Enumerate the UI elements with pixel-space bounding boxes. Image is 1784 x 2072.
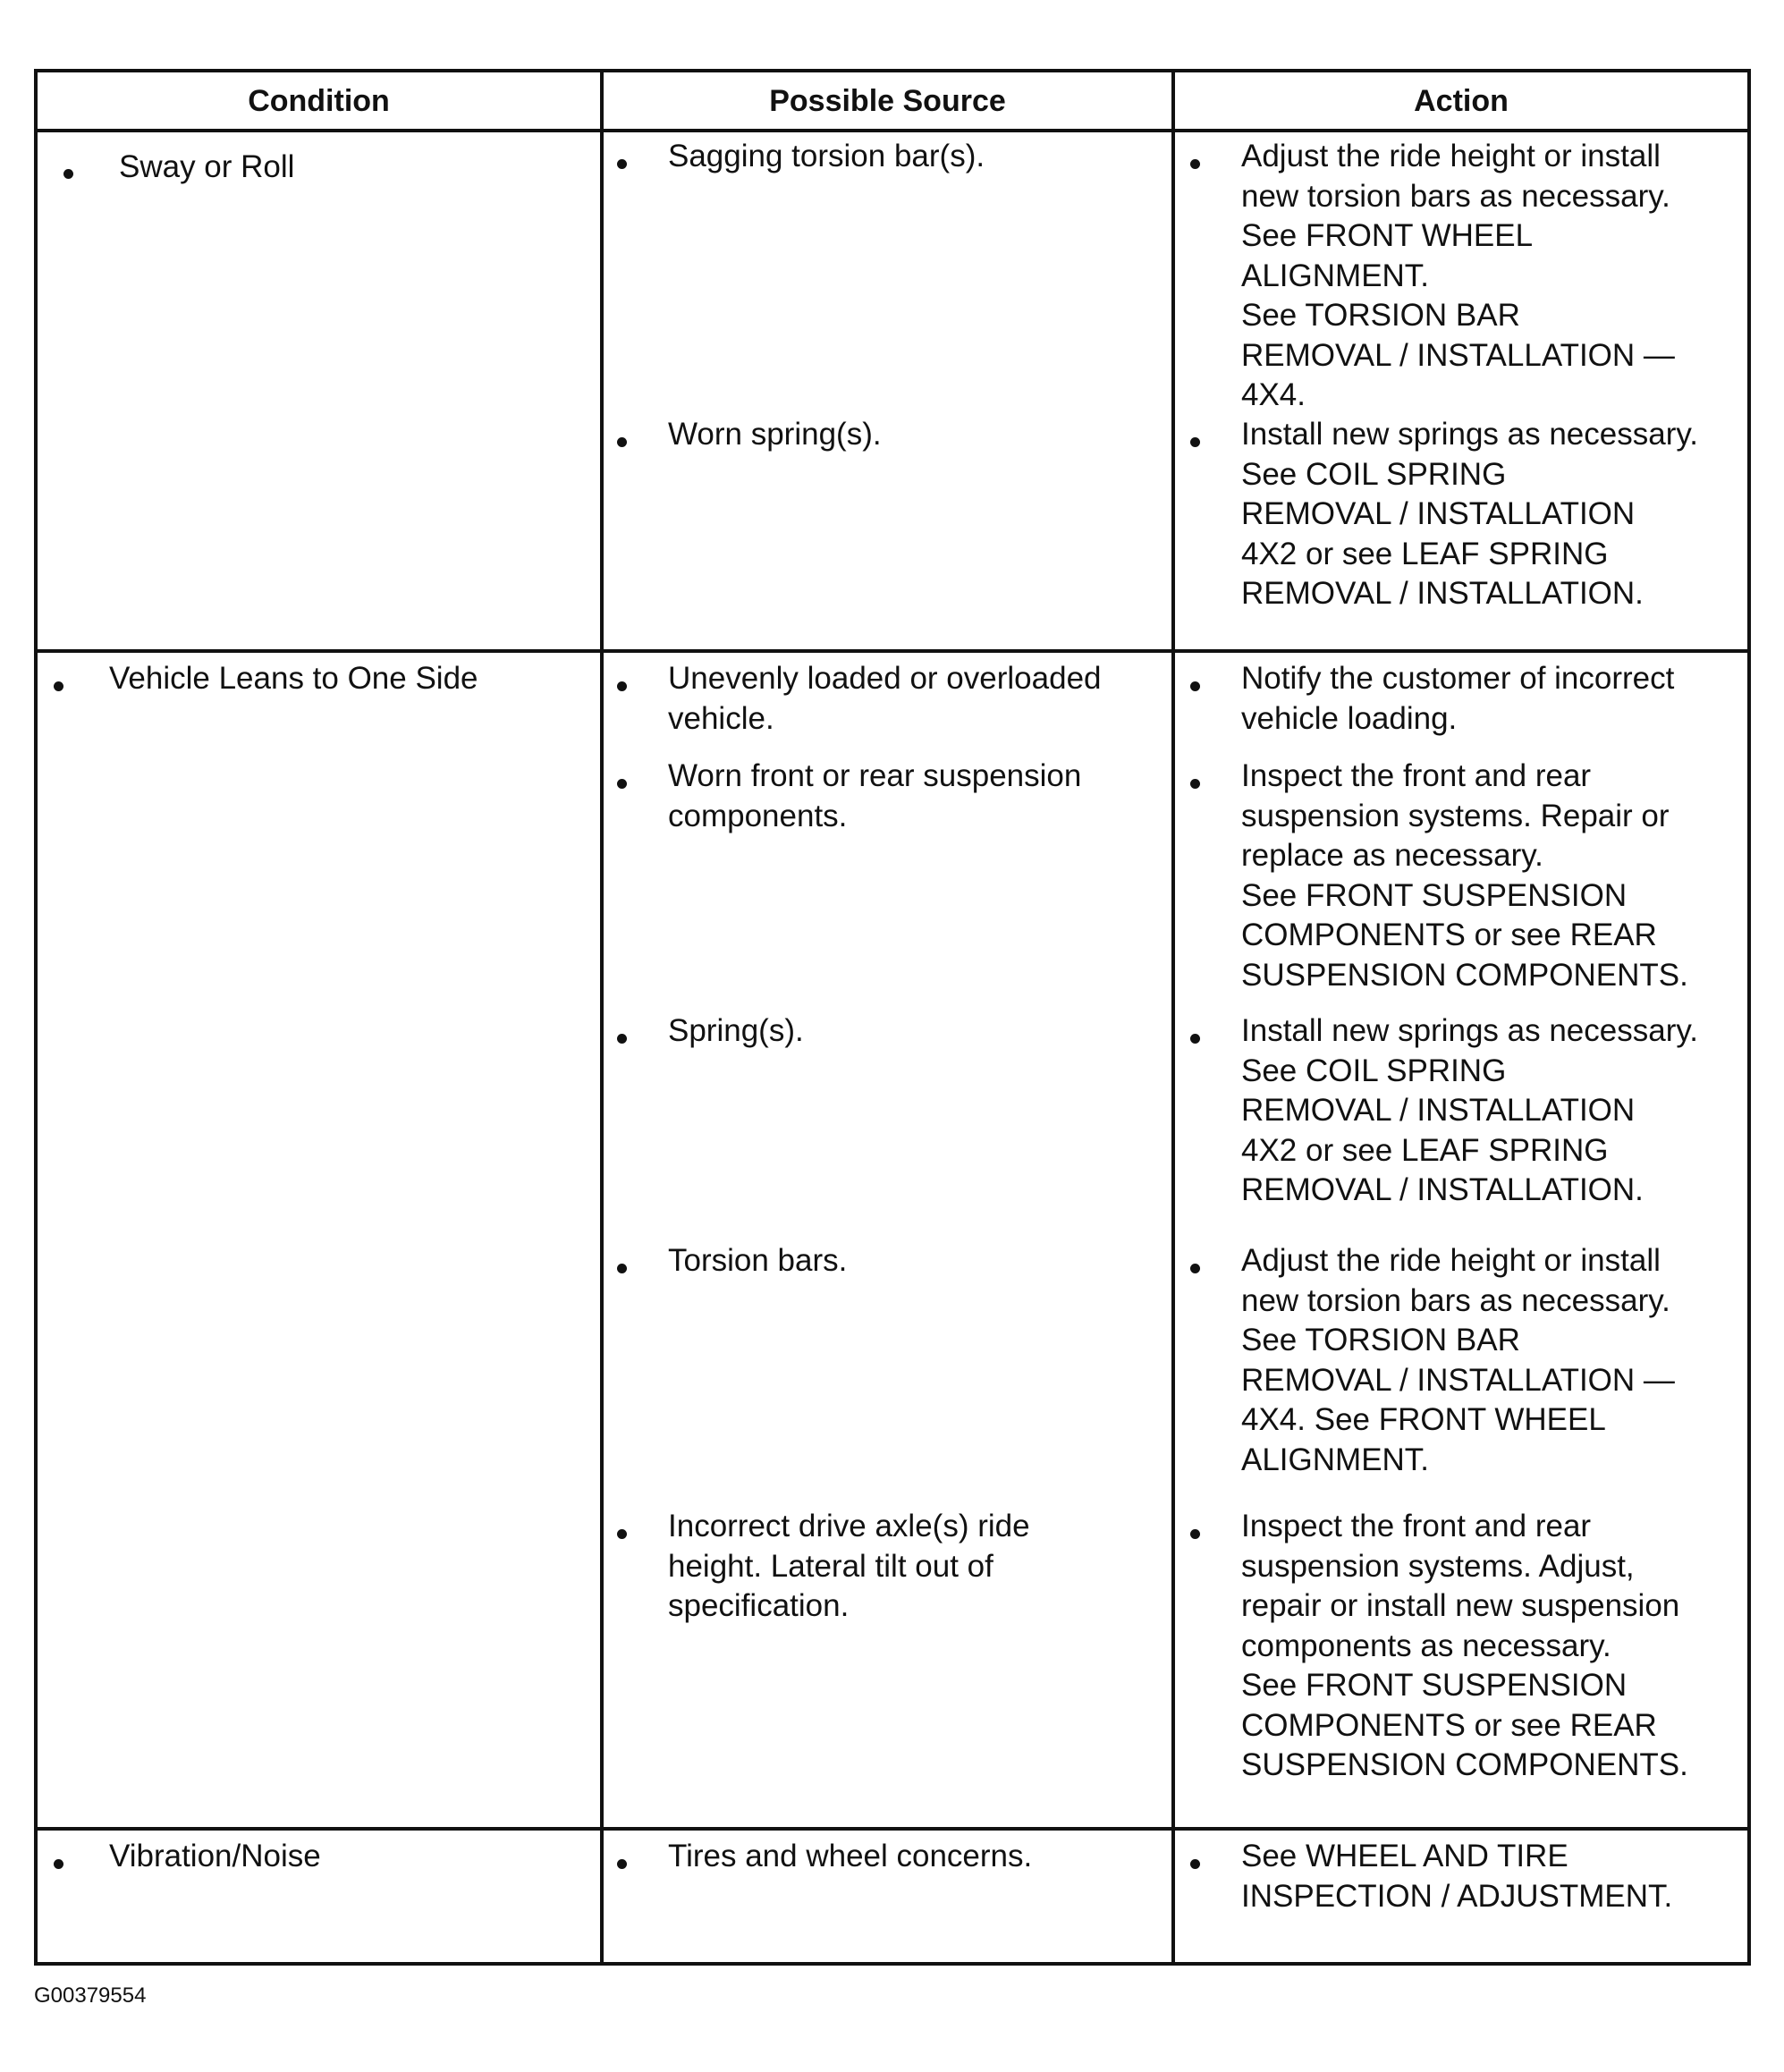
- source-sagging-torsion-bars: Sagging torsion bar(s).: [668, 139, 985, 173]
- action-install-new-springs-2: Install new springs as necessary. See COIL SPRING REMOVAL / INSTALLATION 4X2 or see LEAF SPRING REMOVAL / INSTALLATION.: [1241, 1013, 1698, 1207]
- source-incorrect-ride-height: Incorrect drive axle(s) ride height. Lateral tilt out of specification.: [668, 1509, 1030, 1623]
- bullet-icon: [54, 1859, 63, 1869]
- action-adjust-ride-height: Adjust the ride height or install new torsion bars as necessary. See FRONT WHEEL ALIGNMENT. See TORSION BAR REMOVAL / INSTALLATION — 4X4.: [1241, 139, 1675, 412]
- source-springs: Spring(s).: [668, 1013, 804, 1048]
- bullet-icon: [1190, 1264, 1200, 1273]
- bullet-icon: [617, 779, 627, 789]
- source-torsion-bars: Torsion bars.: [668, 1243, 848, 1278]
- source-worn-suspension-components: Worn front or rear suspension components.: [668, 758, 1082, 833]
- row-divider: [38, 649, 1747, 653]
- bullet-icon: [617, 1034, 627, 1044]
- header-condition: Condition: [248, 83, 390, 118]
- bullet-icon: [617, 681, 627, 691]
- action-notify-customer: Notify the customer of incorrect vehicle loading.: [1241, 661, 1675, 736]
- condition-vehicle-leans: Vehicle Leans to One Side: [109, 661, 478, 696]
- bullet-icon: [617, 1529, 627, 1539]
- source-tires-wheel-concerns: Tires and wheel concerns.: [668, 1839, 1033, 1873]
- bullet-icon: [1190, 779, 1200, 789]
- header-possible-source: Possible Source: [769, 83, 1006, 118]
- action-inspect-repair-replace: Inspect the front and rear suspension systems. Repair or replace as necessary. See FRONT SUSPENSION COMPONENTS or see REAR SUSPENSION COMPONENTS.: [1241, 758, 1688, 993]
- action-inspect-adjust-repair: Inspect the front and rear suspension systems. Adjust, repair or install new suspension components as necessary. See FRONT SUSPENSION COMPONENTS or see REAR SUSPENSION COMPONENTS.: [1241, 1509, 1688, 1782]
- column-divider: [600, 72, 604, 1962]
- action-install-new-springs: Install new springs as necessary. See COIL SPRING REMOVAL / INSTALLATION 4X2 or see LEAF SPRING REMOVAL / INSTALLATION.: [1241, 417, 1698, 611]
- column-divider: [1171, 72, 1175, 1962]
- bullet-icon: [1190, 1859, 1200, 1869]
- troubleshooting-table: [34, 69, 1751, 1966]
- bullet-icon: [1190, 1529, 1200, 1539]
- bullet-icon: [54, 681, 63, 691]
- header-action: Action: [1414, 83, 1509, 118]
- condition-sway-or-roll: Sway or Roll: [119, 149, 295, 184]
- figure-id: G00379554: [34, 1983, 147, 2008]
- source-unevenly-loaded: Unevenly loaded or overloaded vehicle.: [668, 661, 1102, 736]
- source-worn-springs: Worn spring(s).: [668, 417, 882, 452]
- bullet-icon: [1190, 159, 1200, 169]
- condition-vibration-noise: Vibration/Noise: [109, 1839, 321, 1873]
- bullet-icon: [617, 159, 627, 169]
- bullet-icon: [63, 169, 73, 179]
- bullet-icon: [617, 1264, 627, 1273]
- bullet-icon: [1190, 1034, 1200, 1044]
- bullet-icon: [1190, 437, 1200, 447]
- bullet-icon: [617, 437, 627, 447]
- row-divider: [38, 1827, 1747, 1831]
- action-see-wheel-tire: See WHEEL AND TIRE INSPECTION / ADJUSTMENT.: [1241, 1839, 1673, 1914]
- bullet-icon: [1190, 681, 1200, 691]
- bullet-icon: [617, 1859, 627, 1869]
- action-adjust-ride-height-2: Adjust the ride height or install new torsion bars as necessary. See TORSION BAR REMOVAL / INSTALLATION — 4X4. See FRONT WHEEL ALIGNMENT.: [1241, 1243, 1675, 1477]
